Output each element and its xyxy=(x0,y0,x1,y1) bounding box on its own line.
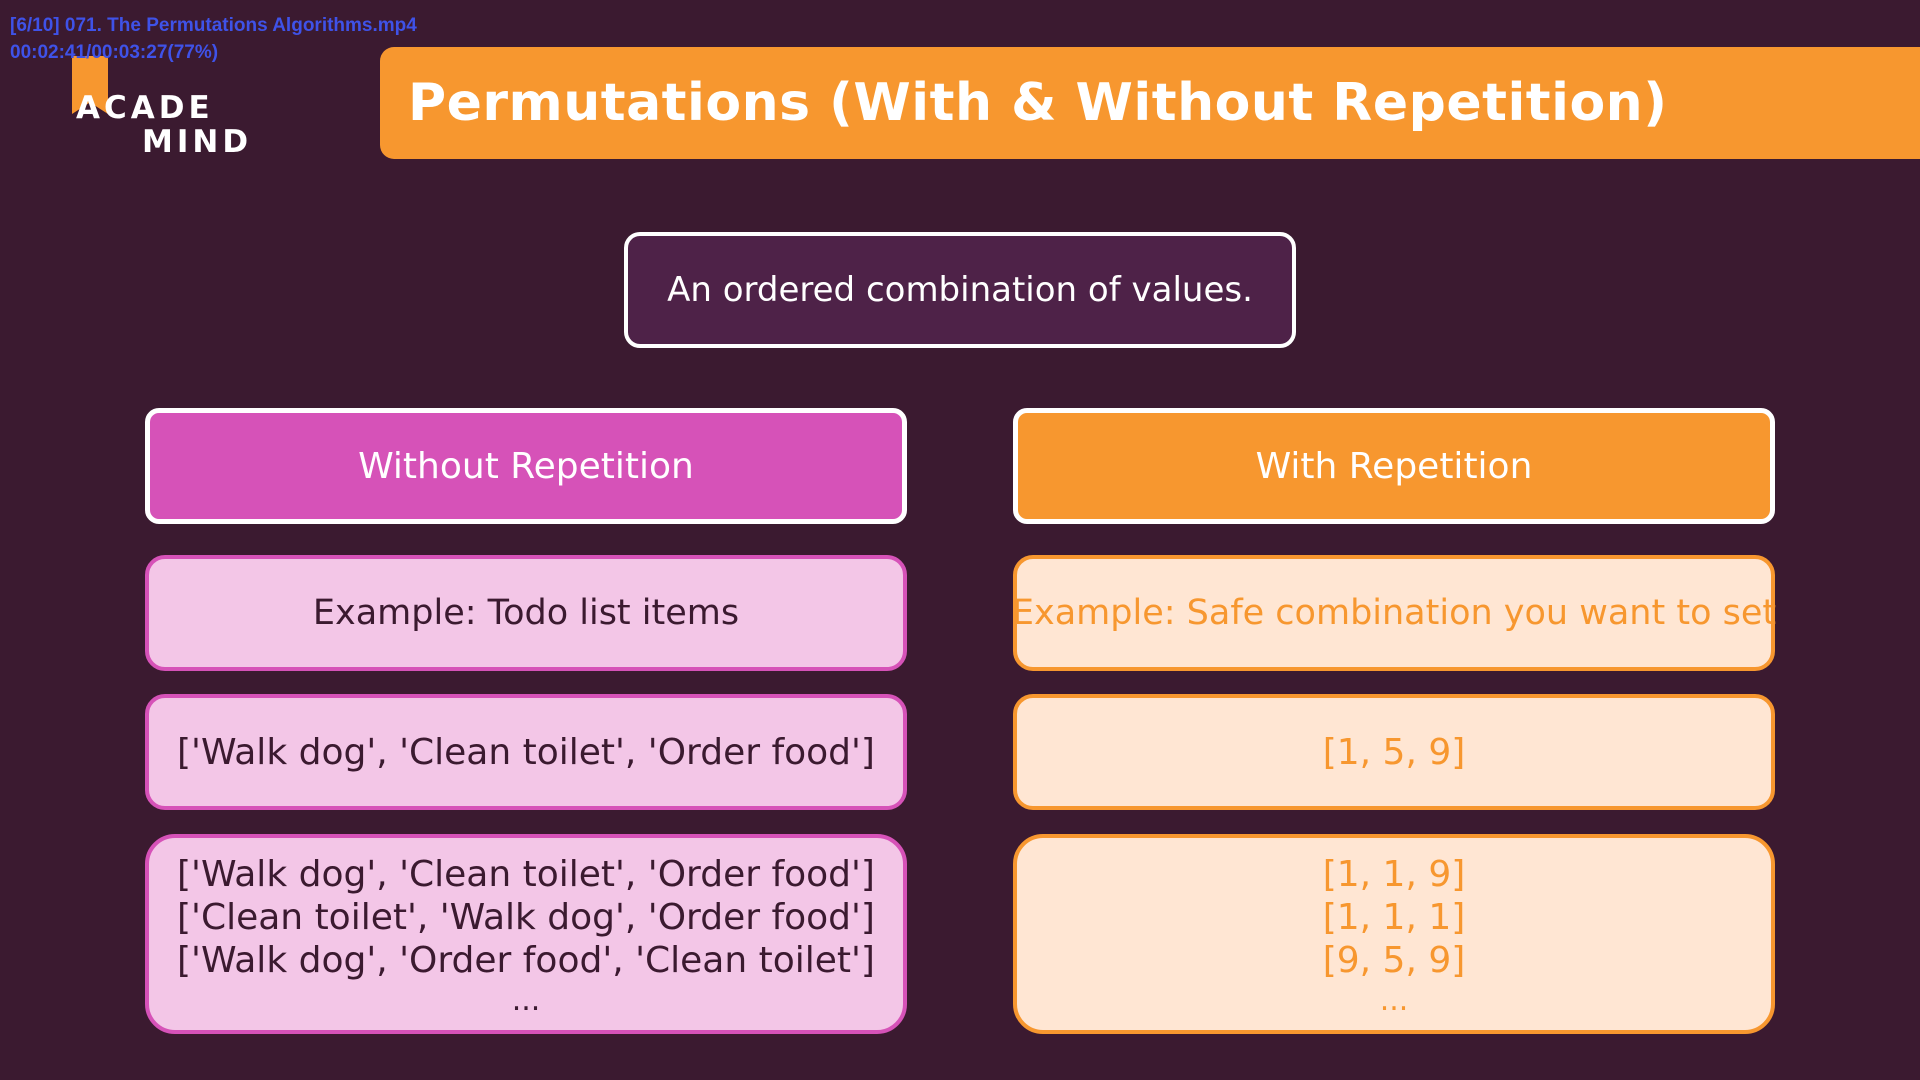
without-repetition-permutations xyxy=(145,834,907,1034)
with-repetition-permutations xyxy=(1013,834,1775,1034)
video-file-label: [6/10] 071. The Permutations Algorithms.mp4 xyxy=(10,15,417,36)
without-repetition-header: Without Repetition xyxy=(145,408,907,524)
list-item: ['Walk dog', 'Order food', 'Clean toilet'] xyxy=(177,939,875,981)
list-item: ['Clean toilet', 'Walk dog', 'Order food'] xyxy=(177,896,875,938)
list-ellipsis: ... xyxy=(511,982,541,1018)
video-time-label: 00:02:41/00:03:27(77%) xyxy=(10,42,219,63)
list-item: ['Walk dog', 'Clean toilet', 'Order food'] xyxy=(177,853,875,895)
list-ellipsis: ... xyxy=(1379,982,1409,1018)
list-item: [1, 1, 9] xyxy=(1322,853,1466,895)
with-repetition-sample: [1, 5, 9] xyxy=(1013,694,1775,810)
definition-box: An ordered combination of values. xyxy=(624,232,1296,348)
logo-text-line2: MIND xyxy=(142,124,253,160)
with-repetition-example: Example: Safe combination you want to set xyxy=(1013,555,1775,671)
academind-logo xyxy=(72,56,272,160)
with-repetition-header: With Repetition xyxy=(1013,408,1775,524)
slide-title: Permutations (With & Without Repetition) xyxy=(408,73,1668,133)
without-repetition-sample: ['Walk dog', 'Clean toilet', 'Order food'] xyxy=(145,694,907,810)
player-overlay xyxy=(10,12,417,66)
logo-text-line1: ACADE xyxy=(76,90,214,126)
without-repetition-example: Example: Todo list items xyxy=(145,555,907,671)
title-banner xyxy=(380,47,1920,159)
list-item: [1, 1, 1] xyxy=(1322,896,1466,938)
list-item: [9, 5, 9] xyxy=(1322,939,1466,981)
